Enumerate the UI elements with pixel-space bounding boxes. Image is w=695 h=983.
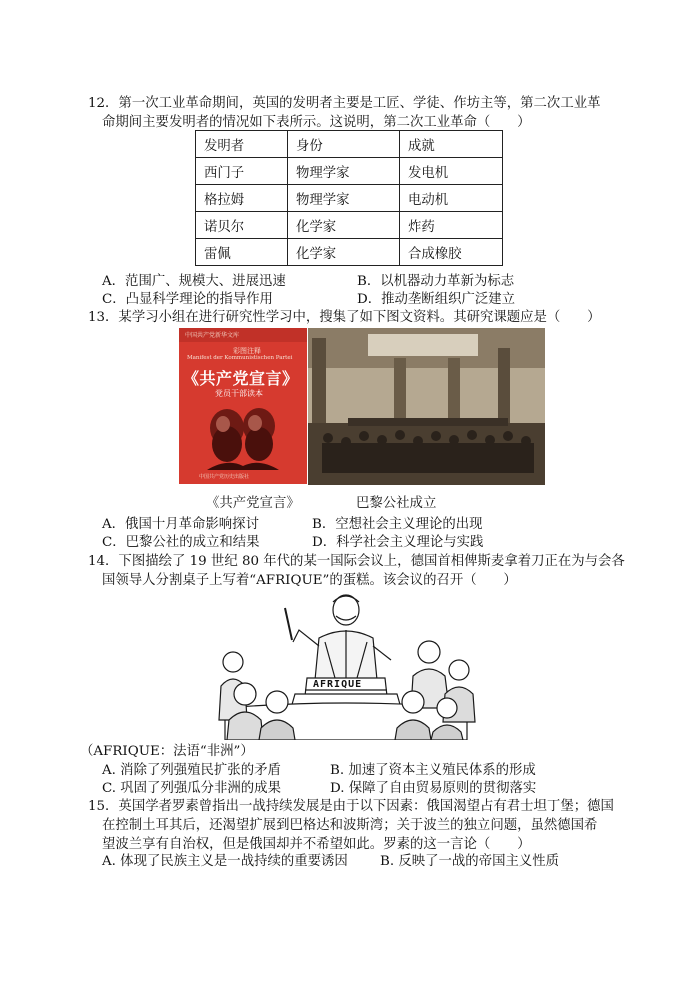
cover-subtitle: 党员干部读本 bbox=[215, 389, 263, 398]
q13-stem: 13．某学习小组在进行研究性学习中，搜集了如下图文资料。其研究课题应是（ ） bbox=[88, 310, 601, 325]
table-row bbox=[196, 239, 503, 266]
table-row bbox=[196, 185, 503, 212]
q15-stem-line3: 望波兰享有自治权，但是俄国却并不希望如此。罗素的这一言论（ ） bbox=[102, 837, 531, 852]
q14-stem-line1: 14．下图描绘了 19 世纪 80 年代的某一国际会议上，德国首相俾斯麦拿着刀正在为与会各 bbox=[88, 554, 625, 569]
table-header: 发明者 bbox=[196, 131, 288, 158]
table-cell: 雷佩 bbox=[196, 239, 288, 266]
cake-label: AFRIQUE bbox=[313, 679, 363, 690]
table-cell: 诺贝尔 bbox=[196, 212, 288, 239]
q13-option-c: C．巴黎公社的成立和结果 bbox=[102, 535, 260, 550]
caption-paris-commune: 巴黎公社成立 bbox=[356, 496, 437, 511]
q14-option-d: D. 保障了自由贸易原则的贯彻落实 bbox=[330, 781, 537, 796]
table-header: 身份 bbox=[288, 131, 400, 158]
table-cell: 物理学家 bbox=[288, 185, 400, 212]
q15-stem-line2: 在控制土耳其后，还渴望扩展到巴格达和波斯湾；关于波兰的独立问题，虽然德国希 bbox=[102, 818, 598, 833]
table-row bbox=[196, 158, 503, 185]
table-header: 成就 bbox=[400, 131, 503, 158]
q14-stem-line2: 国领导人分割桌子上写着“AFRIQUE”的蛋糕。该会议的召开（ ） bbox=[102, 573, 517, 588]
cover-subtitle-de: Manifest der Kommunistischen Partei bbox=[187, 355, 293, 361]
cover-series-text: 中国共产党新华文库 bbox=[185, 332, 240, 339]
marx-engels-portrait bbox=[197, 400, 289, 470]
q14-option-c: C. 巩固了列强瓜分非洲的成果 bbox=[102, 781, 281, 796]
table-cell: 化学家 bbox=[288, 212, 400, 239]
q14-note: （AFRIQUE：法语“非洲”） bbox=[80, 744, 254, 759]
paris-commune-photo bbox=[308, 328, 545, 485]
q15-option-a: A. 体现了民族主义是一战持续的重要诱因 bbox=[102, 854, 348, 869]
table-cell: 格拉姆 bbox=[196, 185, 288, 212]
table-row bbox=[196, 212, 503, 239]
q12-option-b: B．以机器动力革新为标志 bbox=[357, 274, 515, 289]
communist-manifesto-cover bbox=[179, 328, 307, 484]
cover-top-note: 彩图注释 bbox=[233, 347, 261, 355]
table-cell: 西门子 bbox=[196, 158, 288, 185]
table-cell: 物理学家 bbox=[288, 158, 400, 185]
q12-option-d: D．推动垄断组织广泛建立 bbox=[357, 292, 516, 307]
caption-manifesto: 《共产党宣言》 bbox=[206, 496, 300, 511]
table-cell: 发电机 bbox=[400, 158, 503, 185]
cover-publisher: 中国共产党历史出版社 bbox=[199, 474, 250, 480]
table-cell: 电动机 bbox=[400, 185, 503, 212]
q12-stem-line2: 命期间主要发明者的情况如下表所示。这说明，第二次工业革命（ ） bbox=[102, 115, 531, 130]
bismarck-cartoon bbox=[215, 590, 477, 740]
q12-option-a: A．范围广、规模大、进展迅速 bbox=[102, 274, 286, 289]
q15-stem-line1: 15．英国学者罗素曾指出一战持续发展是由于以下因素：俄国渴望占有君士坦丁堡；德国 bbox=[88, 799, 614, 814]
table-cell: 化学家 bbox=[288, 239, 400, 266]
q15-option-b: B. 反映了一战的帝国主义性质 bbox=[380, 854, 560, 869]
table-cell: 合成橡胶 bbox=[400, 239, 503, 266]
table-header-row bbox=[196, 131, 503, 158]
cartoon-drawing bbox=[215, 590, 477, 740]
table-cell: 炸药 bbox=[400, 212, 503, 239]
q12-stem-line1: 12．第一次工业革命期间，英国的发明者主要是工匠、学徒、作坊主等，第二次工业革 bbox=[88, 96, 601, 111]
q13-option-d: D．科学社会主义理论与实践 bbox=[312, 535, 484, 550]
paris-commune-scene bbox=[308, 328, 545, 485]
q13-option-b: B．空想社会主义理论的出现 bbox=[312, 517, 483, 532]
q14-option-b: B. 加速了资本主义殖民体系的形成 bbox=[330, 763, 536, 778]
cover-title: 《共产党宣言》 bbox=[183, 369, 299, 388]
q12-option-c: C．凸显科学理论的指导作用 bbox=[102, 292, 273, 307]
inventor-table bbox=[195, 130, 503, 266]
q14-option-a: A. 消除了列强殖民扩张的矛盾 bbox=[102, 763, 281, 778]
q13-option-a: A．俄国十月革命影响探讨 bbox=[102, 517, 259, 532]
